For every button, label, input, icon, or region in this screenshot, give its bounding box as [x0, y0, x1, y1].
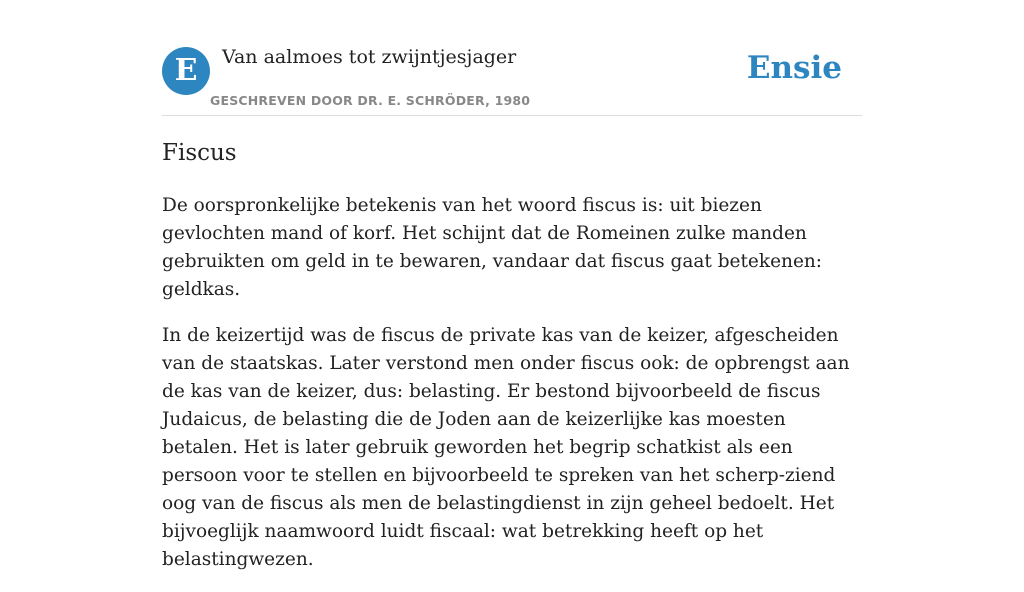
entry-paragraph: In de keizertijd was de fiscus de private kas van de keizer, afgescheiden van de staatskas. Later verstond men onder fiscus ook: de opbrengst aan de kas van de keizer, dus: belasting. Er bestond bijvoorbeeld de fiscus Judaicus, de belasting die de Joden aan de keizerlijke kas moesten betalen. Het is later gebruik geworden het begrip schatkist als een persoon voor te stellen en bijvoorbeeld te spreken van het scherp-ziend oog van de fiscus als men de belastingdienst in zijn geheel bedoelt. Het bijvoeglijk naamwoord luidt fiscaal: wat betrekking heeft op het belastingwezen.: [162, 325, 850, 570]
brand-logo[interactable]: Ensie: [746, 50, 842, 86]
book-title[interactable]: Van aalmoes tot zwijntjesjager: [222, 46, 517, 68]
ensie-logo-icon[interactable]: [162, 47, 210, 95]
logo-letter: E: [174, 53, 198, 88]
entry-body: [162, 192, 862, 592]
entry-paragraph: De oorspronkelijke betekenis van het woord fiscus is: uit biezen gevlochten mand of korf. Het schijnt dat de Romeinen zulke manden gebruikten om geld in te bewaren, vandaar dat fiscus gaat betekenen: geldkas.: [162, 195, 823, 300]
header-divider: [162, 115, 862, 116]
book-author: GESCHREVEN DOOR DR. E. SCHRÖDER, 1980: [210, 93, 531, 108]
entry-title: Fiscus: [162, 140, 237, 166]
